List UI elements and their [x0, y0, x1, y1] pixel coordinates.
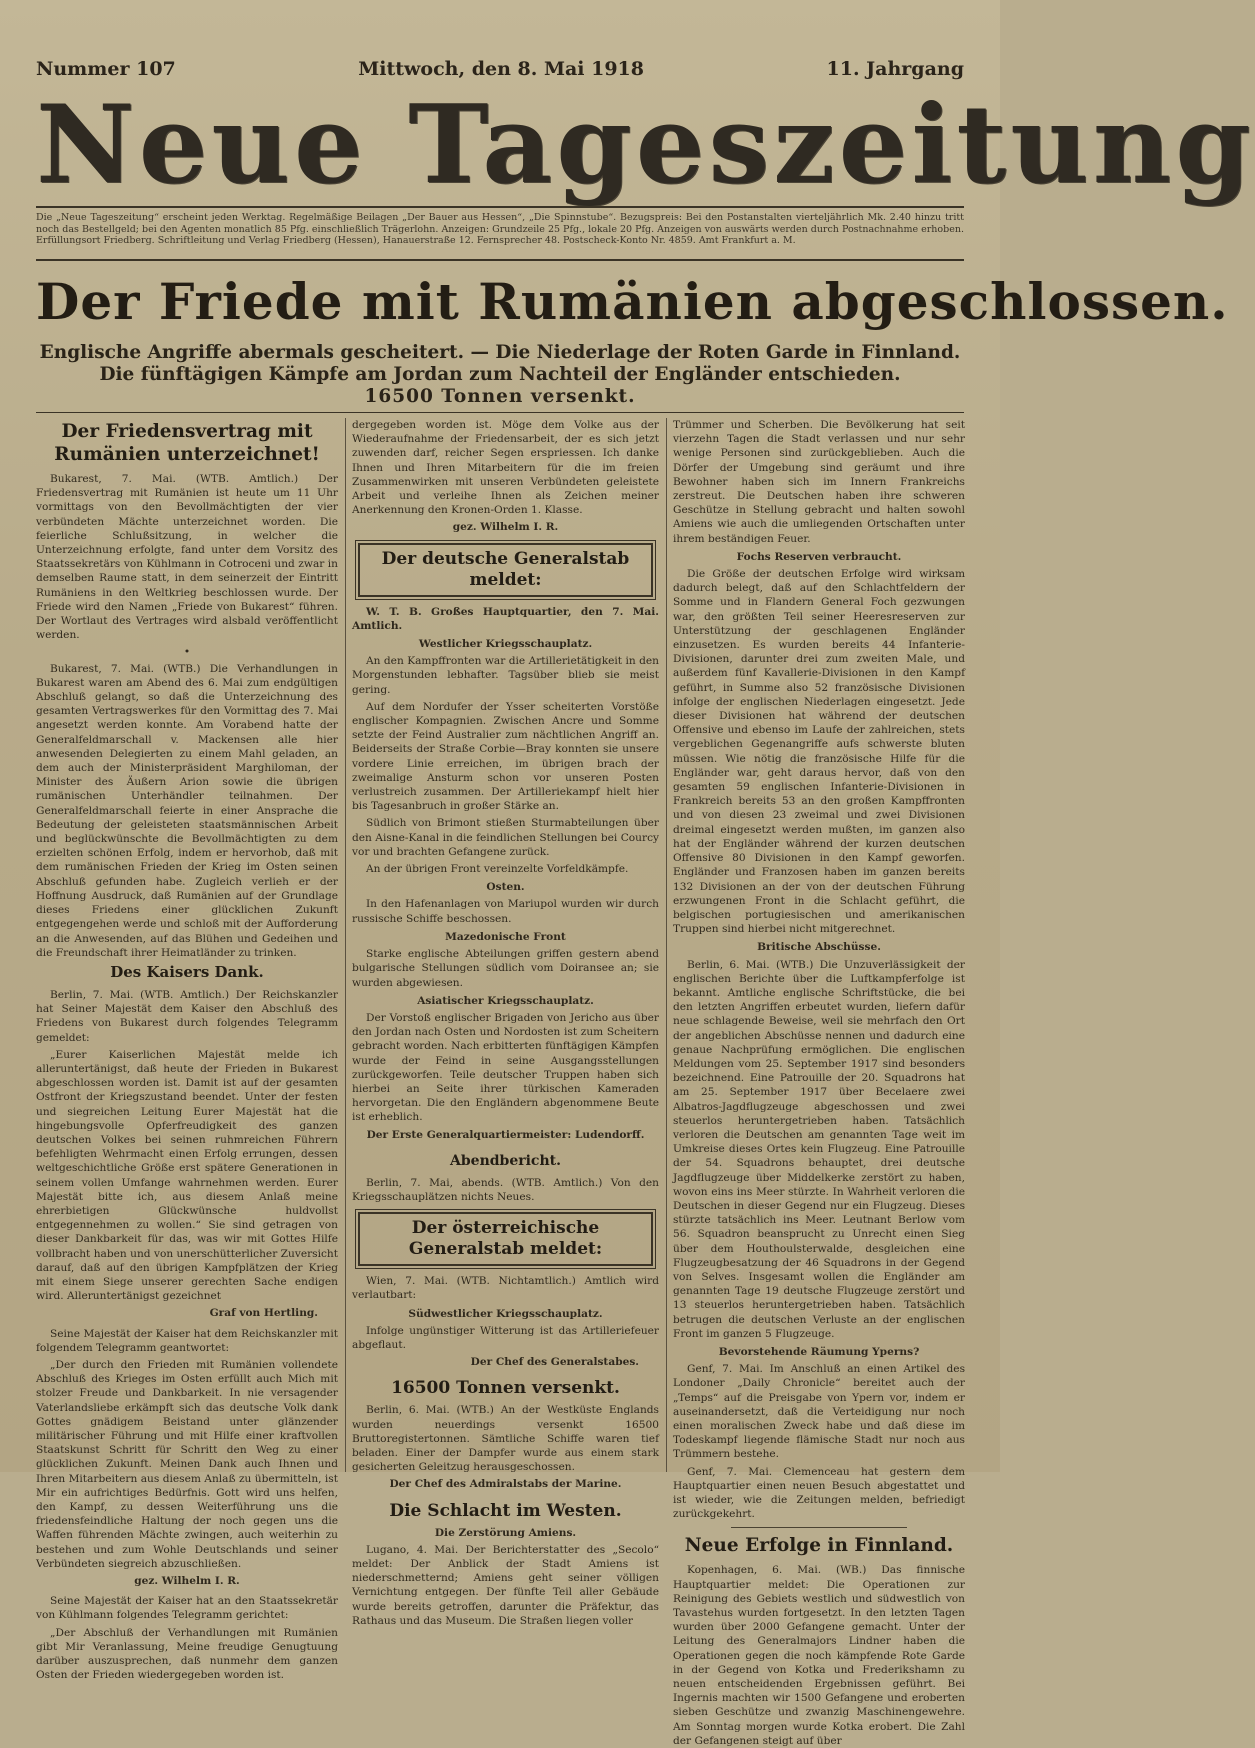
signature: Der Chef des Generalstabes.	[470, 1356, 639, 1369]
column-3	[673, 418, 965, 1747]
article-paragraph: Die Größe der deutschen Erfolge wird wirksam dadurch belegt, daß auf den Schlachtfeldern der Somme und in Flandern General Foch gezwungen war, den größten Teil seiner Heeresreserven zur Unterstützung der geschlagenen Engländer einzusetzen. Es wurden bereits 44 Infanterie-Divisionen, darunter drei zum zweiten Male, und außerdem fünf Kavallerie-Divisionen in den Kampf geführt, in Summe also 52 französische Divisionen infolge der englischen Niederlagen eingesetzt. Jede dieser Divisionen hat während der deutschen Offensive und ebenso im Laufe der zahlreichen, stets vergeblichen Gegenangriffe aufs schwerste bluten müssen. Wie nötig die französische Hilfe für die Engländer war, geht daraus hervor, daß von den gesamten 59 englischen Infanterie-Divisionen in Frankreich bereits 53 an den großen Kampffronten und von diesen 23 zweimal und zwei Divisionen dreimal eingesetzt werden mußten, im ganzen also hat der Engländer während der kurzen deutschen Offensive 80 Divisionen in den Kampf geworfen. Engländer und Franzosen haben im ganzen bereits 132 Divisionen an der von der deutschen Führung erzwungenen Front in die Schlacht geführt, die belgischen portugiesischen und amerikanischen Truppen sind hierbei nicht mitgerechnet.	[673, 568, 965, 936]
article-paragraph: Berlin, 6. Mai. (WTB.) An der Westküste Englands wurden neuerdings versenkt 16500 Bruttoregistertonnen. Sämtliche Schiffe waren tief beladen. Einer der Dampfer wurde aus einem stark gesicherten Geleitzug herausgeschossen.	[352, 1404, 659, 1474]
column-divider-2	[666, 418, 667, 1472]
article-paragraph: Berlin, 7. Mai, abends. (WTB. Amtlich.) Von den Kriegsschauplätzen nichts Neues.	[352, 1176, 659, 1203]
section-heading: Asiatischer Kriegsschauplatz.	[417, 994, 594, 1007]
signature: Graf von Hertling.	[209, 1307, 318, 1320]
boxed-heading-german-staff: Der deutsche Generalstab meldet:	[358, 543, 653, 597]
separator-dot: •	[183, 646, 191, 659]
signature: gez. Wilhelm I. R.	[452, 521, 559, 534]
info-rule	[36, 259, 964, 261]
article-paragraph: „Der durch den Frieden mit Rumänien vollendete Abschluß des Krieges im Osten erfüllt auch Mich mit stolzer Freude und Dankbarkeit. In nie versagender Vaterlandsliebe erkämpft sich das deutsche Volk dank Gottes gnädigem Beistand unter glänzender militärischer Führung und mit Hilfe einer kraftvollen Staatskunst Schritt für Schritt den Weg zu einer glücklichen Zukunft. Meinen Dank auch Ihnen und Ihren Mitarbeitern aus diesem Anlaß zu übermitteln, ist Mir ein aufrichtiges Bedürfnis. Gott wird uns helfen, den Kampf, zu dessen Weiterführung uns die friedensfeindliche Haltung der noch gegen uns die Waffen führenden Mächte zwingen, auch weiterhin zu bestehen und zum Wohle Deutschlands und seiner Verbündeten siegreich abzuschließen.	[36, 1358, 338, 1570]
article-paragraph: Infolge ungünstiger Witterung ist das Artilleriefeuer abgeflaut.	[352, 1324, 659, 1351]
article-paragraph: Südlich von Brimont stießen Sturmabteilungen über den Aisne-Kanal in die feindlichen Stellungen bei Courcy vor und brachten Gefangene zurück.	[352, 817, 659, 858]
issue-number: Nummer 107	[36, 58, 176, 80]
section-heading: Südwestlicher Kriegsschauplatz.	[408, 1307, 603, 1320]
article-paragraph: „Der Abschluß der Verhandlungen mit Rumänien gibt Mir Veranlassung, Meine freudige Genugtuung darüber auszusprechen, daß nunmehr dem ganzen Osten der Frieden wiedergegeben worden ist.	[36, 1626, 338, 1682]
subheadline-1: Englische Angriffe abermals gescheitert. — Die Niederlage der Roten Garde in Finnland.	[39, 342, 961, 363]
column-2	[352, 418, 659, 1627]
article-title-peace-treaty: Der Friedensvertrag mit Rumänien unterzeichnet!	[54, 421, 320, 465]
section-heading: Bevorstehende Räumung Yperns?	[718, 1346, 920, 1358]
headline-rule	[36, 412, 964, 413]
article-title-finland: Neue Erfolge in Finnland.	[684, 1535, 954, 1557]
issue-volume: 11. Jahrgang	[826, 58, 964, 80]
article-paragraph: Kopenhagen, 6. Mai. (WB.) Das finnische Hauptquartier meldet: Die Operationen zur Reinigung des Gebiets westlich und südwestlich von Tavastehus wurden fortgesetzt. In den letzten Tagen wurden über 2000 Gefangene gemacht. Unter der Leitung des Generalmajors Lindner haben die Operationen gegen die noch kämpfende Rote Garde in der Gegend von Kotka und Frederikshamn zu neuen entscheidenden Ergebnissen geführt. Bei Ingernis machten wir 1500 Gefangene und eroberten sieben Geschütze und zwanzig Maschinengewehre. Am Sonntag morgen wurde Kotka erobert. Die Zahl der Gefangenen steigt auf über	[673, 1564, 965, 1747]
subheadline-2: Die fünftägigen Kämpfe am Jordan zum Nachteil der Engländer entschieden.	[99, 364, 901, 385]
issue-date: Mittwoch, den 8. Mai 1918	[358, 58, 645, 80]
article-paragraph: Genf, 7. Mai. Im Anschluß an einen Artikel des Londoner „Daily Chronicle“ bereitet auch der „Temps“ auf die Preisgabe von Ypern vor, indem er auseinandersetzt, daß die Verteidigung nur noch einen moralischen Zweck habe und daß diese im Todeskampf liegende flämische Stadt nur noch aus Trümmern bestehe.	[673, 1363, 965, 1461]
article-paragraph: Bukarest, 7. Mai. (WTB. Amtlich.) Der Friedensvertrag mit Rumänien ist heute um 11 Uhr vormittags von den Bevollmächtigten der vier verbündeten Mächte unterzeichnet worden. Die feierliche Schlußsitzung, in welcher die Unterzeichnung erfolgte, fand unter dem Vorsitz des Staatssekretärs von Kühlmann in Cotroceni und zwar in demselben Raume statt, in dem seinerzeit der Eintritt Rumäniens in den Weltkrieg beschlossen wurde. Der Friede wird den Namen „Friede von Bukarest“ führen. Der Wortlaut des Vertrages wird alsbald veröffentlicht werden.	[36, 473, 338, 642]
article-title-west-battle: Die Schlacht im Westen.	[389, 1500, 622, 1521]
masthead-rule	[36, 206, 964, 208]
article-paragraph: Trümmer und Scherben. Die Bevölkerung hat seit vierzehn Tagen die Stadt verlassen und nur sehr wenige Personen sind zurückgeblieben. Auch die Dörfer der Umgebung sind geräumt und ihre Bewohner haben sich im Innern Frankreichs zerstreut. Die Deutschen haben ihre schweren Geschütze in Stellung gebracht und halten sowohl Amiens wie auch die umliegenden Ortschaften unter ihrem beständigen Feuer.	[673, 419, 965, 545]
divider	[731, 1527, 906, 1528]
signature: Der Erste Generalquartiermeister: Ludendorff.	[366, 1128, 645, 1141]
article-paragraph: Berlin, 7. Mai. (WTB. Amtlich.) Der Reichskanzler hat Seiner Majestät dem Kaiser den Abschluß des Friedens von Bukarest durch folgendes Telegramm gemeldet:	[36, 988, 338, 1044]
article-paragraph: Seine Majestät der Kaiser hat dem Reichskanzler mit folgendem Telegramm geantwortet:	[36, 1327, 338, 1354]
article-title-tonnage: 16500 Tonnen versenkt.	[391, 1378, 620, 1399]
signature: gez. Wilhelm I. R.	[134, 1575, 240, 1588]
section-heading: Westlicher Kriegsschauplatz.	[418, 638, 593, 651]
article-paragraph: W. T. B. Großes Hauptquartier, den 7. Mai. Amtlich.	[352, 605, 659, 632]
article-paragraph: An der übrigen Front vereinzelte Vorfeldkämpfe.	[366, 863, 629, 876]
section-heading-evening: Abendbericht.	[450, 1152, 561, 1169]
section-heading: Britische Abschüsse.	[757, 941, 881, 954]
article-paragraph: In den Hafenanlagen von Mariupol wurden wir durch russische Schiffe beschossen.	[352, 898, 659, 925]
article-paragraph: Berlin, 6. Mai. (WTB.) Die Unzuverlässigkeit der englischen Berichte über die Luftkampferfolge ist bekannt. Amtliche englische Schriftstücke, die bei den letzten Angriffen erbeutet wurden, liefern dafür neue schlagende Beweise, weil sie mehrfach den Ort der angeblichen Abschüsse nennen und dadurch eine genaue Nachprüfung ermöglichen. Die englischen Meldungen vom 25. September 1917 sind besonders bezeichnend. Eine Patrouille der 20. Squadrons hat am 25. September 1917 über Becelaere zwei Albatros-Jagdflugzeuge abgeschossen und zwei steuerlos heruntergetrieben haben. Tatsächlich verloren die Deutschen am genannten Tage weit im Umkreise dieses Ortes kein Flugzeug. Eine Patrouille der 54. Squadrons behauptet, drei deutsche Jagdflugzeuge über Middelkerke zerstört zu haben, wovon eins ins Meer stürzte. In Wahrheit verloren die Deutschen in dieser Gegend nur ein Flugzeug. Dieses stürzte tatsächlich ins Meer. Leutnant Berlow vom 56. Squadron beansprucht zu Unrecht einen Sieg über dem Houthoulsterwalde, desgleichen eine Flugzeugbesatzung der 46 Squadrons in der Gegend von Selves. Insgesamt wollen die Engländer am genannten Tage 19 deutsche Flugzeuge zerstört und 13 steuerlos heruntergetrieben haben. Tatsächlich betrugen die deutschen Verluste an der englischen Front im ganzen 5 Flugzeuge.	[673, 958, 965, 1340]
signature: Der Chef des Admiralstabs der Marine.	[389, 1478, 622, 1491]
section-heading: Fochs Reserven verbraucht.	[736, 550, 902, 563]
article-paragraph: An den Kampffronten war die Artillerietätigkeit in den Morgenstunden lebhafter. Tagsüber blieb sie meist gering.	[352, 655, 659, 696]
article-paragraph: Der Vorstoß englischer Brigaden von Jericho aus über den Jordan nach Osten und Nordosten ist zum Scheitern gebracht worden. Nach erbitterten fünftägigen Kämpfen wurde der Feind in seine Ausgangsstellungen zurückgeworfen. Teile deutscher Truppen haben sich hierbei an Seite ihrer türkischen Kameraden hervorgetan. Die den Engländern abgenommene Beute ist erheblich.	[352, 1011, 659, 1124]
article-paragraph: Auf dem Nordufer der Ysser scheiterten Vorstöße englischer Kompagnien. Zwischen Ancre und Somme setzte der Feind Australier zum nächtlichen Angriff an. Beiderseits der Straße Corbie—Bray konnten sie unsere vordere Linie erreichen, im übrigen brach der zweimalige Ansturm schon vor unseren Posten verlustreich zusammen. Der Artilleriekampf hielt hier bis Tagesanbruch in großer Stärke an.	[352, 700, 659, 813]
article-title-kaiser-thanks: Des Kaisers Dank.	[110, 962, 264, 981]
masthead-title: Neue Tageszeitung	[36, 82, 1255, 208]
issue-line	[36, 58, 964, 84]
article-paragraph: Bukarest, 7. Mai. (WTB.) Die Verhandlungen in Bukarest waren am Abend des 6. Mai zum endgültigen Abschluß gelangt, so daß die Unterzeichnung des gesamten Vertragswerkes für den Vormittag des 7. Mai angesetzt werden konnte. Am Vorabend hatte der Generalfeldmarschall v. Mackensen alle hier anwesenden Delegierten zu einem Mahl geladen, an dem auch der Ministerpräsident Marghiloman, der Minister des Äußern Arion sowie die übrigen rumänischen Unterhändler teilnahmen. Der Generalfeldmarschall feierte in einer Ansprache die Bedeutung der geleisteten staatsmännischen Arbeit und beglückwünschte die Bevollmächtigten zu dem erzielten schönen Erfolg, indem er hervorhob, daß mit dem rumänischen Frieden der Krieg im Osten seinen Abschluß gefunden habe. Zugleich verlieh er der Hoffnung Ausdruck, daß Rumänien auf der Grundlage dieses Friedens einer glücklichen Zukunft entgegengehen werde und schloß mit der Aufforderung an die Anwesenden, auf das Blühen und Gedeihen und die Freundschaft ihrer Heimatländer zu trinken.	[36, 662, 338, 959]
article-paragraph: Seine Majestät der Kaiser hat an den Staatssekretär von Kühlmann folgendes Telegramm gerichtet:	[36, 1595, 338, 1622]
article-paragraph: Wien, 7. Mai. (WTB. Nichtamtlich.) Amtlich wird verlautbart:	[352, 1275, 659, 1302]
article-paragraph: dergegeben worden ist. Möge dem Volke aus der Wiederaufnahme der Friedensarbeit, der es sich jetzt zuwenden darf, reicher Segen erspriessen. Ich danke Ihnen und Ihren Mitarbeitern für die im freien Zusammenwirken mit unseren Verbündeten geleistete Arbeit und verleihe Ihnen als Zeichen meiner Anerkennung den Kronen-Orden 1. Klasse.	[352, 419, 659, 517]
section-heading: Die Zerstörung Amiens.	[434, 1526, 577, 1539]
subheadline-3: 16500 Tonnen versenkt.	[364, 386, 636, 407]
article-paragraph: Starke englische Abteilungen griffen gestern abend bulgarische Stellungen südlich vom Doiransee an; sie wurden abgewiesen.	[352, 948, 659, 989]
column-divider-1	[345, 418, 346, 1472]
subscription-info: Die „Neue Tageszeitung“ erscheint jeden Werktag. Regelmäßige Beilagen „Der Bauer aus Hessen“, „Die Spinnstube“. Bezugspreis: Bei den Postanstalten vierteljährlich Mk. 2.40 hinzu tritt noch das Bestellgeld; bei den Agenten monatlich 85 Pfg. einschließlich Trägerlohn. Anzeigen: Grundzeile 25 Pfg., lokale 20 Pfg. Anzeigen von auswärts werden durch Postnachnahme erhoben. Erfüllungsort Friedberg. Schriftleitung und Verlag Friedberg (Hessen), Hanauerstraße 12. Fernsprecher 48. Postscheck-Konto Nr. 4859. Amt Frankfurt a. M.	[36, 212, 964, 246]
boxed-heading-austrian-staff: Der österreichische Generalstab meldet:	[358, 1212, 653, 1266]
article-paragraph: Genf, 7. Mai. Clemenceau hat gestern dem Hauptquartier einen neuen Besuch abgestattet und ist wieder, wie die Zeitungen melden, befriedigt zurückgekehrt.	[673, 1465, 965, 1521]
main-headline: Der Friede mit Rumänien abgeschlossen.	[36, 272, 1229, 331]
article-paragraph: Lugano, 4. Mai. Der Berichterstatter des „Secolo“ meldet: Der Anblick der Stadt Amiens ist niederschmetternd; Amiens geht seiner völligen Vernichtung entgegen. Der fünfte Teil aller Gebäude wurde bereits getroffen, darunter die Präfektur, das Rathaus und das Museum. Die Straßen liegen voller	[352, 1543, 659, 1627]
article-paragraph: „Eurer Kaiserlichen Majestät melde ich alleruntertänigst, daß heute der Frieden in Bukarest abgeschlossen worden ist. Damit ist auf der gesamten Ostfront der Kriegszustand beendet. Unter der festen und siegreichen Leitung Eurer Majestät hat die hingebungsvolle Opferfreudigkeit des ganzen deutschen Volkes bei seinen ruhmreichen Führern befehligten Wehrmacht einen Erfolg errungen, dessen weltgeschichtliche Größe erst spätere Generationen in seinem vollen Umfange wahrnehmen werden. Eurer Majestät bitte ich, aus diesem Anlaß meine ehrerbietigen Glückwünsche huldvollst entgegennehmen zu wollen.“ Sie sind getragen von dieser Dankbarkeit für das, was wir mit Gottes Hilfe vollbracht haben und von unerschütterlicher Zuversicht darauf, daß auf den übrigen Kampfplätzen der Krieg mit einem Siege unserer gerechten Sache endigen wird. Alleruntertänigst gezeichnet	[36, 1048, 338, 1303]
section-heading: Mazedonische Front	[445, 930, 566, 943]
section-heading: Osten.	[486, 881, 525, 894]
column-1	[36, 418, 338, 1682]
